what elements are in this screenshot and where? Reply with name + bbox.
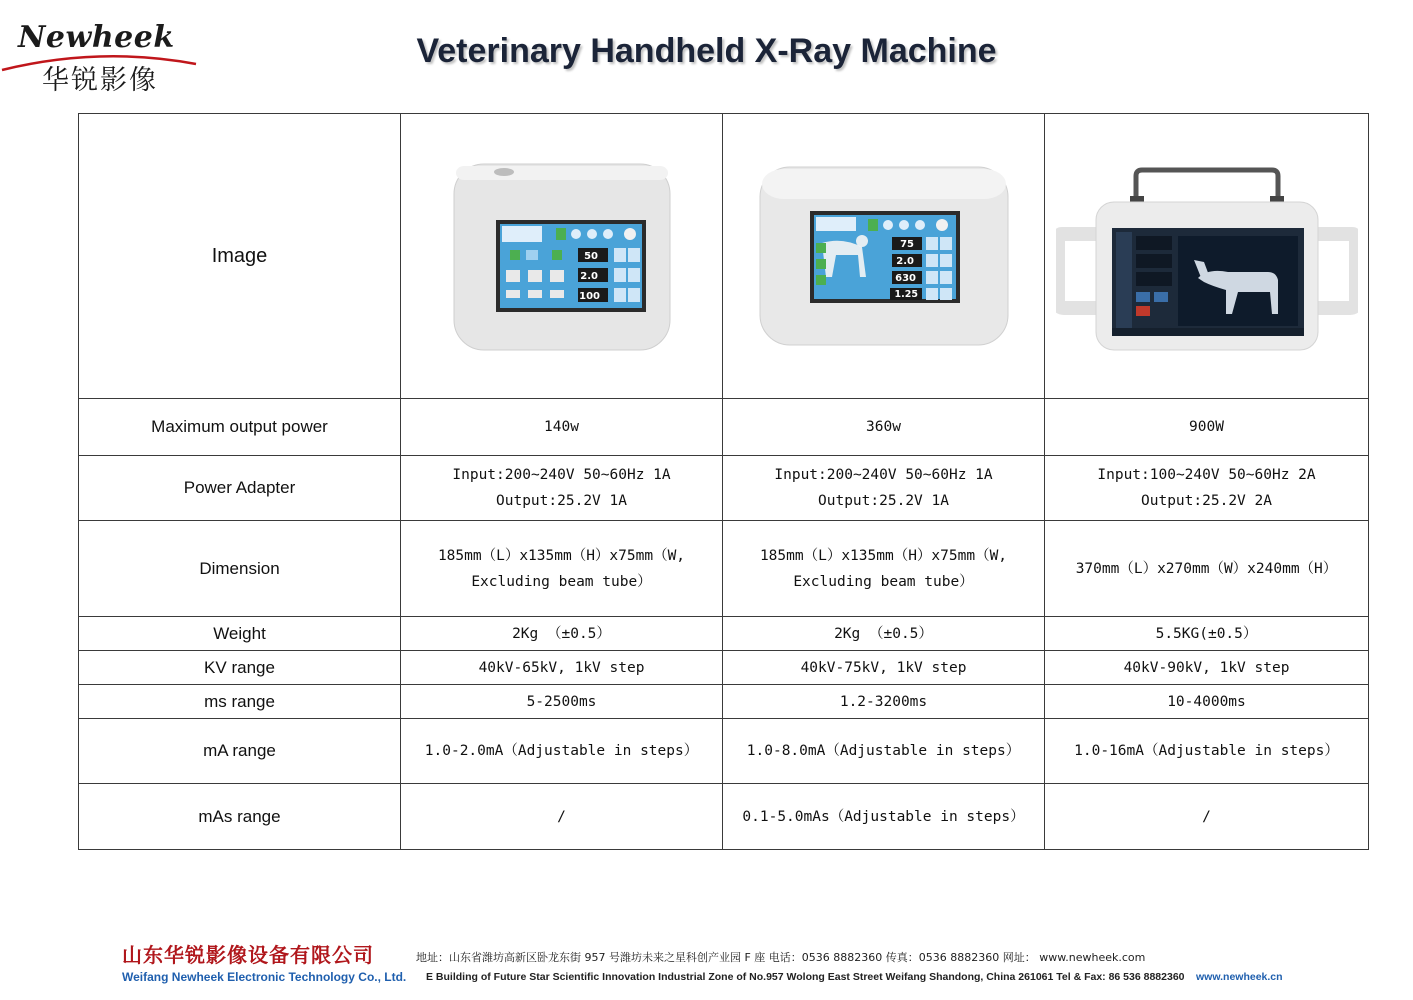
spec-value: Output:25.2V 2A bbox=[1141, 493, 1272, 509]
screen-value: 630 bbox=[894, 273, 916, 284]
spec-cell bbox=[1045, 617, 1369, 651]
spec-cell bbox=[401, 719, 723, 784]
spec-value: 185mm（L）x135mm（H）x75mm（W, bbox=[759, 547, 1008, 564]
spec-cell bbox=[723, 617, 1045, 651]
row-label: Dimension bbox=[79, 521, 401, 617]
company-name-en: Weifang Newheek Electronic Technology Co., Ltd. bbox=[122, 970, 407, 984]
device-360w-image bbox=[754, 161, 1014, 351]
spec-cell bbox=[723, 456, 1045, 521]
row-label: KV range bbox=[79, 651, 401, 685]
spec-cell bbox=[723, 399, 1045, 456]
spec-row-max-output-power bbox=[79, 399, 1369, 456]
spec-row-weight bbox=[79, 617, 1369, 651]
spec-value: Output:25.2V 1A bbox=[496, 493, 627, 509]
spec-value: 40kV-65kV, 1kV step bbox=[478, 659, 645, 676]
spec-value: 370mm（L）x270mm（W）x240mm（H） bbox=[1075, 560, 1338, 577]
device-image-1 bbox=[401, 114, 723, 399]
spec-cell bbox=[401, 617, 723, 651]
screen-value: 75 bbox=[899, 239, 914, 250]
spec-value: 5-2500ms bbox=[526, 693, 597, 710]
spec-cell bbox=[723, 521, 1045, 617]
spec-row-dimension bbox=[79, 521, 1369, 617]
spec-table bbox=[78, 113, 1369, 850]
spec-value: 40kV-90kV, 1kV step bbox=[1123, 659, 1290, 676]
spec-value: Input:200~240V 50~60Hz 1A bbox=[452, 467, 671, 483]
spec-value: 40kV-75kV, 1kV step bbox=[800, 659, 967, 676]
spec-value: 900W bbox=[1189, 419, 1224, 435]
company-address-cn: 地址：山东省潍坊高新区卧龙东街 957 号潍坊未来之星科创产业园 F 座 电话：0536 8882360 传真：0536 8882360 网址： www.newheek.com bbox=[416, 951, 1146, 964]
spec-value: 360w bbox=[866, 419, 901, 435]
spec-row-ma-range bbox=[79, 719, 1369, 784]
screen-value: 50 bbox=[583, 251, 598, 262]
spec-cell bbox=[401, 651, 723, 685]
spec-cell bbox=[1045, 685, 1369, 719]
spec-row-kv-range bbox=[79, 651, 1369, 685]
spec-cell bbox=[401, 399, 723, 456]
row-label: ms range bbox=[79, 685, 401, 719]
spec-value: Excluding beam tube） bbox=[793, 573, 974, 590]
spec-cell bbox=[1045, 521, 1369, 617]
logo-brand-cn: 华锐影像 bbox=[42, 65, 158, 96]
spec-value: Input:100~240V 50~60Hz 2A bbox=[1097, 467, 1316, 483]
spec-value: Input:200~240V 50~60Hz 1A bbox=[774, 467, 993, 483]
device-image-3 bbox=[1045, 114, 1369, 399]
spec-value: 2Kg （±0.5） bbox=[834, 625, 933, 642]
spec-value: / bbox=[557, 808, 566, 825]
spec-value: 10-4000ms bbox=[1167, 693, 1246, 710]
spec-cell bbox=[723, 719, 1045, 784]
spec-cell bbox=[723, 651, 1045, 685]
spec-value: 185mm（L）x135mm（H）x75mm（W, bbox=[437, 547, 686, 564]
row-label: Weight bbox=[79, 617, 401, 651]
spec-cell bbox=[1045, 719, 1369, 784]
screen-value: 1.25 bbox=[894, 289, 918, 300]
spec-cell bbox=[1045, 784, 1369, 850]
spec-cell bbox=[1045, 651, 1369, 685]
page-footer bbox=[0, 935, 1413, 995]
row-label: Maximum output power bbox=[79, 399, 401, 456]
spec-row-ms-range bbox=[79, 685, 1369, 719]
spec-cell bbox=[1045, 399, 1369, 456]
spec-value: 1.0-8.0mA（Adjustable in steps） bbox=[746, 743, 1021, 759]
logo-brand-en: Newheek bbox=[18, 20, 175, 55]
device-140w-image bbox=[450, 158, 674, 354]
spec-value: 1.2-3200ms bbox=[839, 693, 928, 710]
screen-value: 100 bbox=[578, 291, 600, 302]
spec-row-power-adapter bbox=[79, 456, 1369, 521]
spec-cell bbox=[401, 456, 723, 521]
spec-value: Output:25.2V 1A bbox=[818, 493, 949, 509]
spec-value: 140w bbox=[544, 419, 579, 435]
device-900w-image bbox=[1056, 156, 1358, 356]
spec-cell bbox=[401, 685, 723, 719]
row-label-image: Image bbox=[79, 114, 401, 399]
spec-cell bbox=[723, 784, 1045, 850]
spec-value: 5.5KG(±0.5） bbox=[1155, 625, 1258, 642]
screen-value: 2.0 bbox=[579, 271, 598, 282]
row-label: Power Adapter bbox=[79, 456, 401, 521]
page-title: Veterinary Handheld X-Ray Machine bbox=[416, 32, 997, 70]
row-label: mA range bbox=[79, 719, 401, 784]
company-name-cn: 山东华锐影像设备有限公司 bbox=[122, 943, 374, 967]
spec-value: 1.0-2.0mA（Adjustable in steps） bbox=[424, 743, 699, 759]
spec-value: Excluding beam tube） bbox=[471, 573, 652, 590]
spec-cell bbox=[723, 685, 1045, 719]
image-row bbox=[79, 114, 1369, 399]
spec-row-mas-range bbox=[79, 784, 1369, 850]
spec-value: / bbox=[1202, 808, 1211, 825]
row-label: mAs range bbox=[79, 784, 401, 850]
company-website-en: www.newheek.cn bbox=[1196, 971, 1283, 983]
spec-value: 2Kg （±0.5） bbox=[512, 625, 611, 642]
company-address-en: E Building of Future Star Scientific Innovation Industrial Zone of No.957 Wolong East Street Weifang Shandong, China 261061 Tel & Fax: 86 536 8882360 bbox=[426, 971, 1185, 983]
screen-value: 2.0 bbox=[895, 256, 914, 267]
spec-cell bbox=[1045, 456, 1369, 521]
device-image-2 bbox=[723, 114, 1045, 399]
spec-cell bbox=[401, 784, 723, 850]
spec-value: 0.1-5.0mAs（Adjustable in steps） bbox=[742, 808, 1025, 825]
spec-cell bbox=[401, 521, 723, 617]
spec-value: 1.0-16mA（Adjustable in steps） bbox=[1074, 743, 1339, 759]
